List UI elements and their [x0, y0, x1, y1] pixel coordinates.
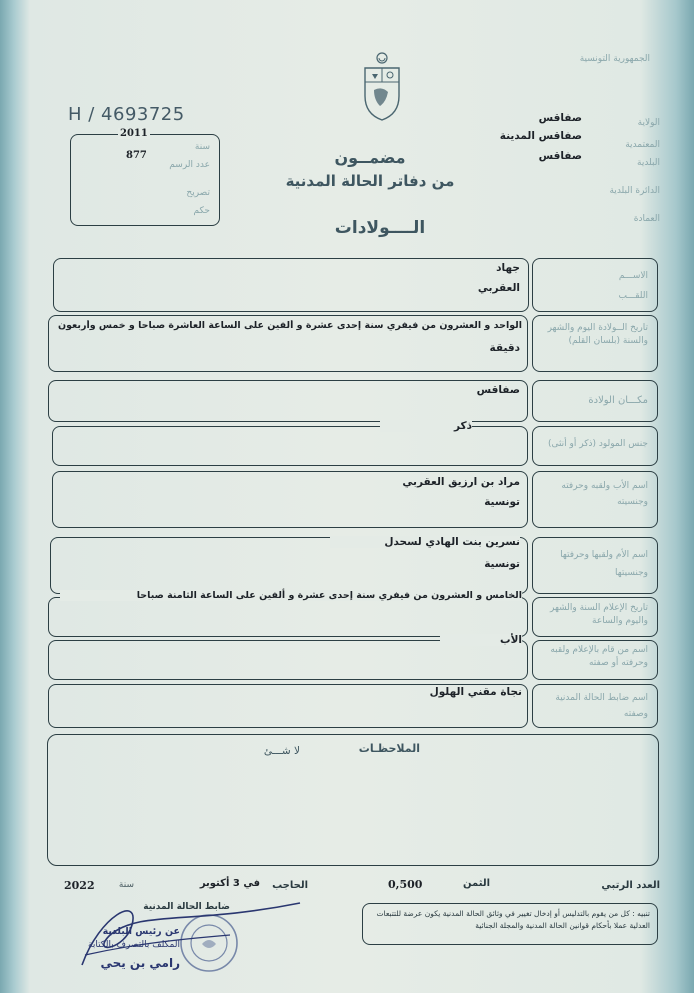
signature-line2: المكلف بالتصرف بالكتابة [88, 940, 180, 950]
signature-line1: عن رئيس البلدية [102, 926, 180, 937]
year-label: سنة [118, 880, 134, 890]
serial-rank-label: العدد الرتبي [601, 880, 660, 891]
gender-label: جنس المولود (ذكر أو أنثى) [547, 439, 648, 449]
declarant-value: الأب [440, 634, 522, 646]
republic-faint-label: الجمهورية التونسية [579, 54, 650, 64]
mother-label: اسم الأم ولقبها وحرفتها وجنسيتها [560, 550, 648, 578]
first-name-value: جهاد [496, 262, 520, 274]
last-name-value: العقربي [477, 282, 520, 294]
price-label: الثمن [463, 878, 490, 889]
ref-year: 2011 [120, 128, 148, 139]
tunisia-emblem-icon [360, 50, 404, 124]
declaration-date-value-box [48, 597, 528, 637]
ref-number: 877 [126, 150, 147, 161]
birth-date-line2: دقيقة [489, 342, 520, 354]
ref-sana-label: سنة [194, 142, 210, 152]
baladia-faint-label: البلدية [637, 158, 660, 168]
wilaya-faint-label: الولاية [637, 118, 660, 128]
declarant-value-box [48, 640, 528, 680]
father-name-value: مراد بن ارزيق العقربي [402, 476, 520, 488]
father-label: اسم الأب ولقبه وحرفته وجنسيته [561, 481, 648, 507]
birth-place-value: صفاقس [476, 384, 520, 396]
gender-value-box [52, 426, 528, 466]
declaration-date-value: الخامس و العشرون من فيفري سنة إحدى عشرة و ألفين على الساعة الثامنة صباحا [60, 590, 522, 601]
ref-tasrih-label: تصريح [186, 188, 210, 198]
birth-date-line1: الواحد و العشرون من فيفري سنة إحدى عشرة و ألفين على الساعة العاشرة صباحا و خمس وأربعون [57, 320, 522, 331]
last-name-label: اللقـــب [618, 291, 648, 301]
motamadia-faint-label: المعتمدية [625, 140, 660, 150]
year-value: 2022 [64, 879, 95, 892]
title-line2: من دفاتر الحالة المدنية [285, 172, 455, 190]
declaration-date-label: تاريخ الإعلام السنة والشهر واليوم والساعة [550, 603, 648, 626]
remarks-label: الملاحظـات [358, 742, 420, 755]
first-name-label: الاســـم [618, 271, 648, 281]
father-nationality-value: تونسية [484, 496, 520, 508]
title-line1: مضمــون [334, 148, 406, 167]
serial-number: H / 4693725 [68, 104, 185, 125]
warning-text: تنبيه : كل من يقوم بالتدليس أو إدخال تغيير في وثائق الحالة المدنية يكون عرضة للتتبعات العدلية عملا بأحكام قوانين الحالة المدنية والمجلة الجنائية [376, 909, 650, 930]
place-label: الحاجب [272, 880, 308, 891]
officer-label: اسم ضابط الحالة المدنية وصفته [555, 693, 648, 719]
signature-name: رامي بن يحي [100, 956, 180, 970]
wilaya-value: صفاقس [538, 112, 582, 124]
imada-faint-label: العمادة [633, 214, 660, 224]
gender-value: ذكر [380, 420, 472, 432]
name-label-box [532, 258, 658, 312]
birth-place-label: مكـــان الولادة [588, 395, 648, 406]
motamadia-value: صفاقس المدينة [499, 130, 582, 142]
remarks-value: لا شـــئ [263, 745, 300, 757]
officer-footer-label: ضابط الحالة المدنية [143, 902, 230, 912]
mother-nationality-value: تونسية [484, 558, 520, 570]
officer-value: نجاة مقني الهلول [429, 686, 522, 698]
baladia-value: صفاقس [538, 150, 582, 162]
ref-adad-label: عدد الرسم [169, 160, 210, 170]
mother-name-value: نسرين بنت الهادي لسحدل [330, 536, 520, 548]
declarant-label: اسم من قام بالإعلام ولقبه وحرفته أو صفته [550, 645, 648, 668]
date-value: في 3 أكتوبر [199, 878, 260, 889]
section-title: الــــولادات [334, 218, 426, 238]
ref-hukm-label: حكم [193, 206, 210, 216]
dairat-faint-label: الدائرة البلدية [609, 186, 660, 196]
birth-date-label: تاريخ الــولادة اليوم والشهر والسنة (بلسان القلم) [547, 323, 648, 346]
price-value: 0,500 [388, 878, 423, 891]
